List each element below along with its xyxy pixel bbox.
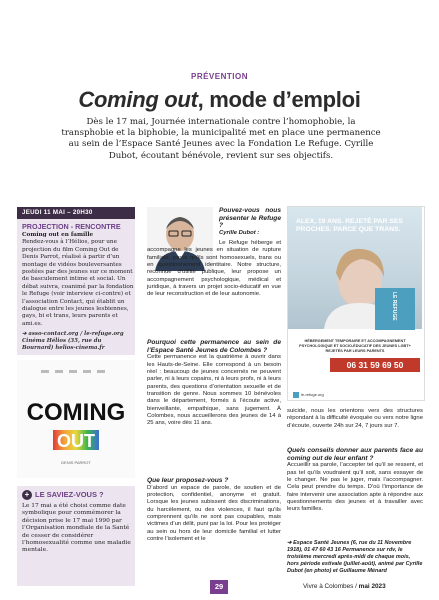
event-links: ➔ asso-contact.org / le-refuge.org Cinéma Hélios (35, rue du Bournard) helios-cinema.fr xyxy=(22,331,124,351)
poster-credit: DENIS PARROT xyxy=(61,460,91,465)
answer-2: Cette permanence est la quatrième à ouvrir dans les Hauts-de-Seine. Elle correspond à un besoin réel : beaucoup de jeunes concernés ne peuvent parler, ni à leurs copains, ni à leurs profs, ni à leurs parents, des questions d’orientation sexuelle et de transition de genre. Nous sommes 10 bénévoles dans le département, formés à l’écoute active, bienveillante, empathique, sans jugement. À Colombes, nous accueillerons des jeunes de 14 à 25 ans, voire dès 11 ans. xyxy=(147,354,281,427)
event-body xyxy=(22,232,134,328)
ad-headline: ALEX, 19 ANS. REJETÉ PAR SES PROCHES. PARCE QUE TRANS. xyxy=(296,218,403,233)
answer-4: Accueillir sa parole, l’accepter tel qu’il se ressent, et pas tel qu’ils voudraient qu’il soit, sans essayer de le changer. Ne pas le juger, mais l’accompagner. Cela peut prendre du temps. D’où l’importance de faire intervenir une association apte à répondre aux questionnements des jeunes et à travailler avec leurs familles. xyxy=(287,462,423,513)
question-1: Pouvez-vous nous présenter le Refuge ? xyxy=(219,207,281,230)
publication-footer: Vivre à Colombes / mai 2023 xyxy=(303,583,386,590)
poster-art xyxy=(17,360,135,478)
qa-4 xyxy=(287,447,423,514)
plus-icon: + xyxy=(22,490,32,500)
did-you-know-body: Le 17 mai a été choisi comme date symbolique pour commémorer la décision prise le 17 mai 1990 par l’Organisation mondiale de la Santé de cesser de considérer l’homosexualité comme une maladie mentale. xyxy=(22,503,131,554)
title-rest: , mode d’emploi xyxy=(197,87,361,112)
page-number: 29 xyxy=(210,580,228,594)
event-title: PROJECTION - RENCONTRE xyxy=(22,222,121,231)
question-3: Que leur proposez-vous ? xyxy=(147,477,229,484)
title-italic: Coming out xyxy=(78,87,198,112)
answer-1: Le Refuge héberge et accompagne les jeunes en situation de rupture familiale, parce qu’ils sont homosexuels, trans ou en questionnement identitaire. Notre structure, reconnue d’utilité publique, leur propose un accompagnement psychologique, médical et juridique, à travers un projet socio-éducatif en vue de leur reconstruction et de leur autonomie. xyxy=(147,240,281,298)
column-2-top xyxy=(219,207,281,237)
refuge-logo-text: LE REFUGE xyxy=(391,292,397,321)
answer-1-name: Cyrille Dubot : xyxy=(219,229,260,236)
poster-title-1: COMING xyxy=(26,399,126,426)
question-4: Quels conseils donner aux parents face au coming out de leur enfant ? xyxy=(287,447,423,462)
refuge-small-logo-icon xyxy=(293,392,299,398)
answer-3-continued: suicide, nous les orientons vers des structures répondant à la difficulté évoquée ou vers notre ligne d’écoute, ouverte 24h sur 24, 7 jours sur 7. xyxy=(287,408,423,429)
poster-title-2: OUT xyxy=(57,431,95,451)
section-kicker: PRÉVENTION xyxy=(190,72,248,81)
lede-paragraph: Dès le 17 mai, Journée internationale contre l’homophobie, la transphobie et la biphobie, la municipalité met en place une permanence au sein de l’Espace Santé Jeunes avec la Fondation Le Refuge. Cyrille Dubot, écoutant bénévole, revient sur ses objectifs. xyxy=(61,117,381,161)
answer-3: D’abord un espace de parole, de soutien et de protection, confidentiel, anonyme et gratuit. Lorsque les jeunes subissent des discriminations, du harcèlement, ou des violences, il faut qu’ils comprennent qu’ils ne sont pas coupables, mais victimes d’un délit, puni par la loi. Pour les protéger au sein ou hors de leur domicile familial et lutter contre l’isolement et le xyxy=(147,484,281,542)
event-date: JEUDI 11 MAI – 20H30 xyxy=(17,207,135,219)
ad-phone-number[interactable]: 06 31 59 69 50 xyxy=(330,358,420,372)
arrow-icon: ➔ xyxy=(287,540,294,546)
ad-website[interactable]: le-refuge.org xyxy=(293,392,413,398)
contact-info: ➔ Espace Santé Jeunes (6, rue du 11 Novembre 1918), 01 47 60 43 16 Permanence sur rdv, le troisième mercredi après-midi de chaque mois, hors période estivale (juillet-août), animé par Cyrille Dubot (en photo) et Guillaume Ménard xyxy=(287,540,423,574)
arrow-icon: ➔ xyxy=(22,331,29,337)
refuge-logo xyxy=(375,288,415,330)
qa-3 xyxy=(147,477,281,543)
film-poster xyxy=(17,360,135,478)
qa-2 xyxy=(147,339,281,428)
did-you-know-heading: + LE SAVIEZ-VOUS ? xyxy=(22,490,134,500)
event-text: Rendez-vous à l’Hélios, pour une projection du film Coming Out de Denis Parrot, réalisé à partir d’un montage de vidéos bouleversantes postées par des jeunes sur ce moment de basculement intime et social. Un débat suivra, coanimé par la fondation le Refuge (voir interview ci-contre) et l’association Contact, qui établit un dialogue entre les jeunes lesbiennes, gays, bi et trans, leurs parents et ami.es. xyxy=(22,239,134,327)
question-2: Pourquoi cette permanence au sein de l’Espace Santé Jeunes de Colombes ? xyxy=(147,339,281,354)
page-title xyxy=(0,87,439,113)
event-subtitle: Coming out en famille xyxy=(22,232,94,238)
ad-description: HÉBERGEMENT TEMPORAIRE ET ACCOMPAGNEMENT PSYCHOLOGIQUE ET SOCIO-ÉDUCATIF DES JEUNES LGBT+ REJETÉS PAR LEURS PARENTS xyxy=(299,339,411,353)
